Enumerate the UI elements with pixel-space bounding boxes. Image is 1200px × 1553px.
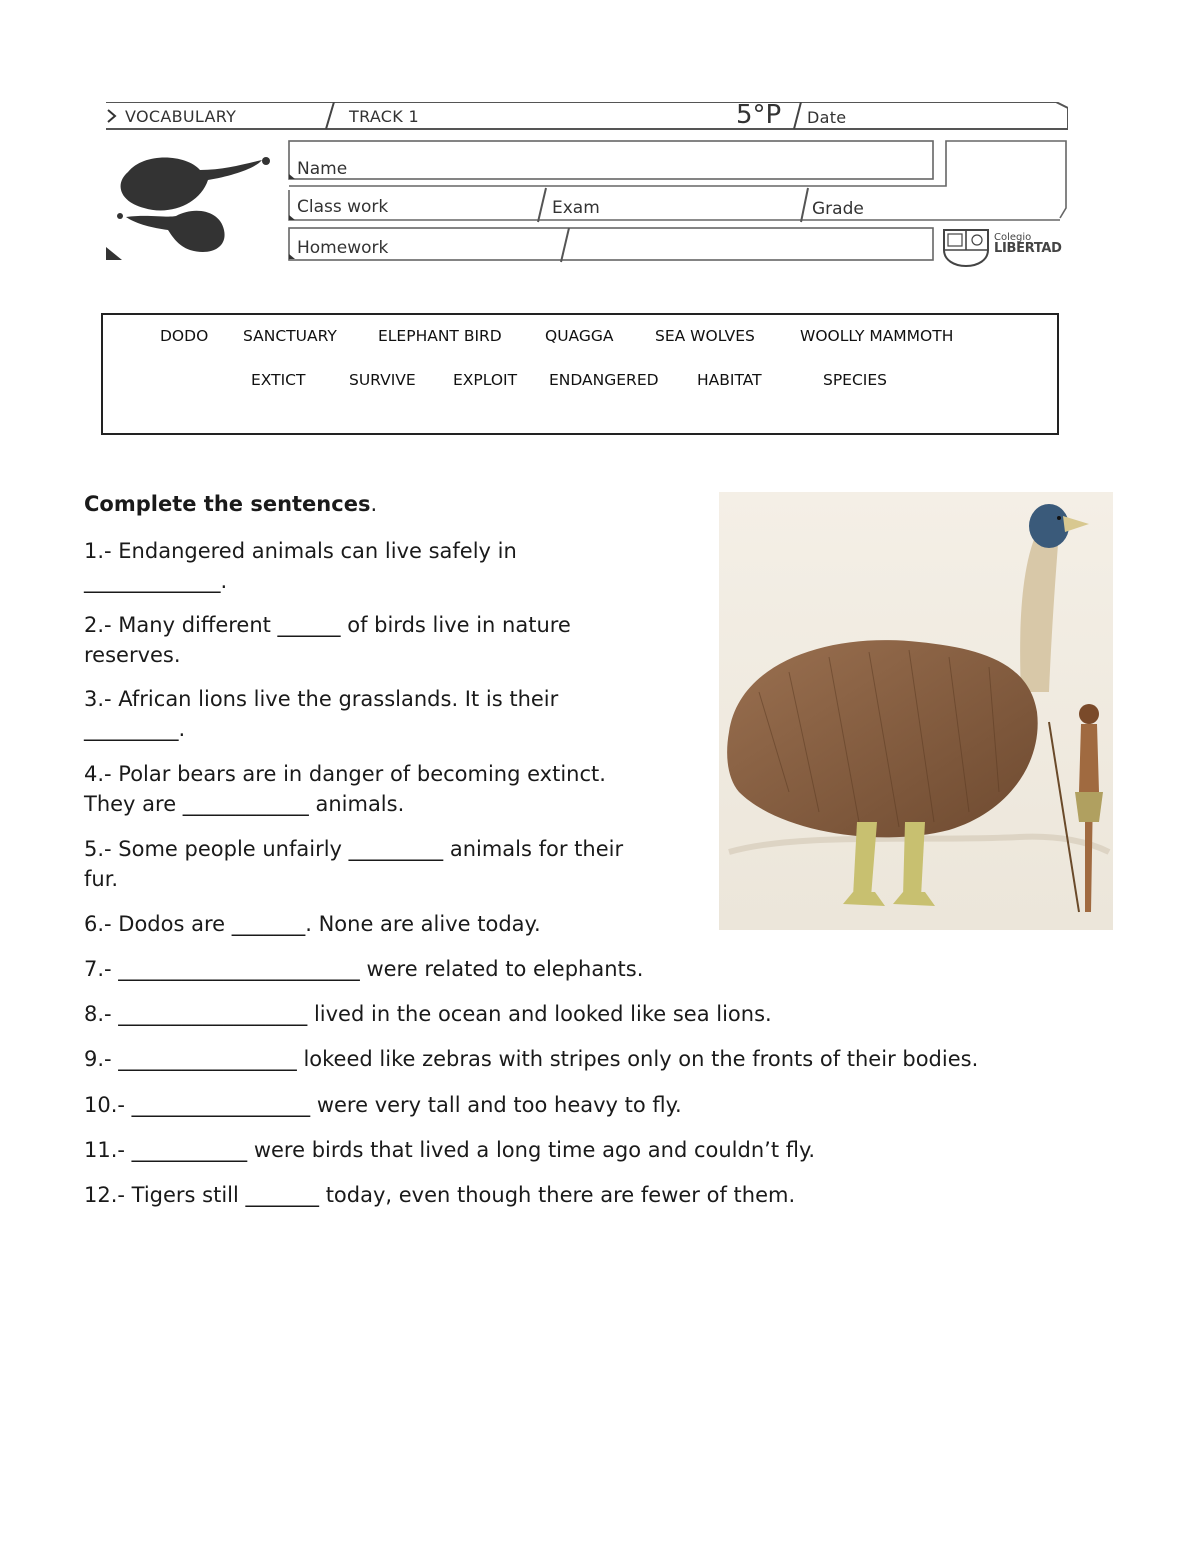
word-bank-word: ELEPHANT BIRD	[378, 327, 502, 345]
exercise-title	[84, 489, 377, 519]
school-name-small: Colegio	[994, 232, 1032, 243]
sentence-item: 9.- _________________ lokeed like zebras with stripes only on the fronts of their bodies.	[84, 1047, 979, 1071]
school-crest-icon	[942, 226, 992, 268]
sentence-item: 1.- Endangered animals can live safely in _____________.	[84, 539, 517, 593]
word-bank-word: WOOLLY MAMMOTH	[800, 327, 954, 345]
sentence-item: 12.- Tigers still _______ today, even though there are fewer of them.	[84, 1183, 796, 1207]
classwork-field[interactable]: Class work	[297, 197, 389, 217]
word-bank-word: SANCTUARY	[243, 327, 337, 345]
sentence-item: 4.- Polar bears are in danger of becoming extinct. They are ____________ animals.	[84, 762, 606, 816]
word-bank-box	[101, 313, 1059, 435]
track-label: TRACK 1	[349, 107, 419, 126]
sentence-item: 2.- Many different ______ of birds live in nature reserves.	[84, 613, 571, 667]
word-bank-word: EXPLOIT	[453, 371, 518, 389]
word-bank-word: EXTICT	[251, 371, 306, 389]
worksheet-logo-icon	[104, 150, 274, 265]
word-bank-word: SEA WOLVES	[655, 327, 755, 345]
word-bank-word: ENDANGERED	[549, 371, 659, 389]
name-field[interactable]: Name	[297, 159, 348, 179]
header-bar	[106, 102, 1068, 130]
grade-field[interactable]: Grade	[812, 199, 864, 219]
sentence-item: 11.- ___________ were birds that lived a long time ago and couldn’t fly.	[84, 1138, 816, 1162]
sentence-item: 10.- _________________ were very tall and too heavy to fly.	[84, 1093, 682, 1117]
elephant-bird-illustration	[719, 492, 1113, 930]
word-bank-word: DODO	[160, 327, 209, 345]
school-logo	[942, 226, 1066, 268]
sentence-item: 3.- African lions live the grasslands. It is their _________.	[84, 687, 559, 741]
vocabulary-label: VOCABULARY	[125, 107, 237, 126]
exercise-title-text: Complete the sentences	[84, 492, 371, 516]
word-bank-word: HABITAT	[697, 371, 762, 389]
homework-field[interactable]: Homework	[297, 238, 389, 258]
date-label: Date	[807, 108, 847, 127]
header-bar-frame	[106, 102, 1068, 130]
sentence-item: 7.- _______________________ were related to elephants.	[84, 957, 644, 981]
school-name: LIBERTAD	[994, 241, 1062, 256]
exam-field[interactable]: Exam	[552, 198, 600, 218]
course-label: 5°P	[736, 100, 782, 130]
word-bank-word: QUAGGA	[545, 327, 614, 345]
exercise-title-period: .	[370, 492, 378, 516]
sentence-item: 5.- Some people unfairly _________ animals for their fur.	[84, 837, 624, 891]
word-bank-word: SURVIVE	[349, 371, 416, 389]
sentence-item: 6.- Dodos are _______. None are alive today.	[84, 912, 541, 936]
sentence-item: 8.- __________________ lived in the ocean and looked like sea lions.	[84, 1002, 772, 1026]
word-bank-word: SPECIES	[823, 371, 888, 389]
